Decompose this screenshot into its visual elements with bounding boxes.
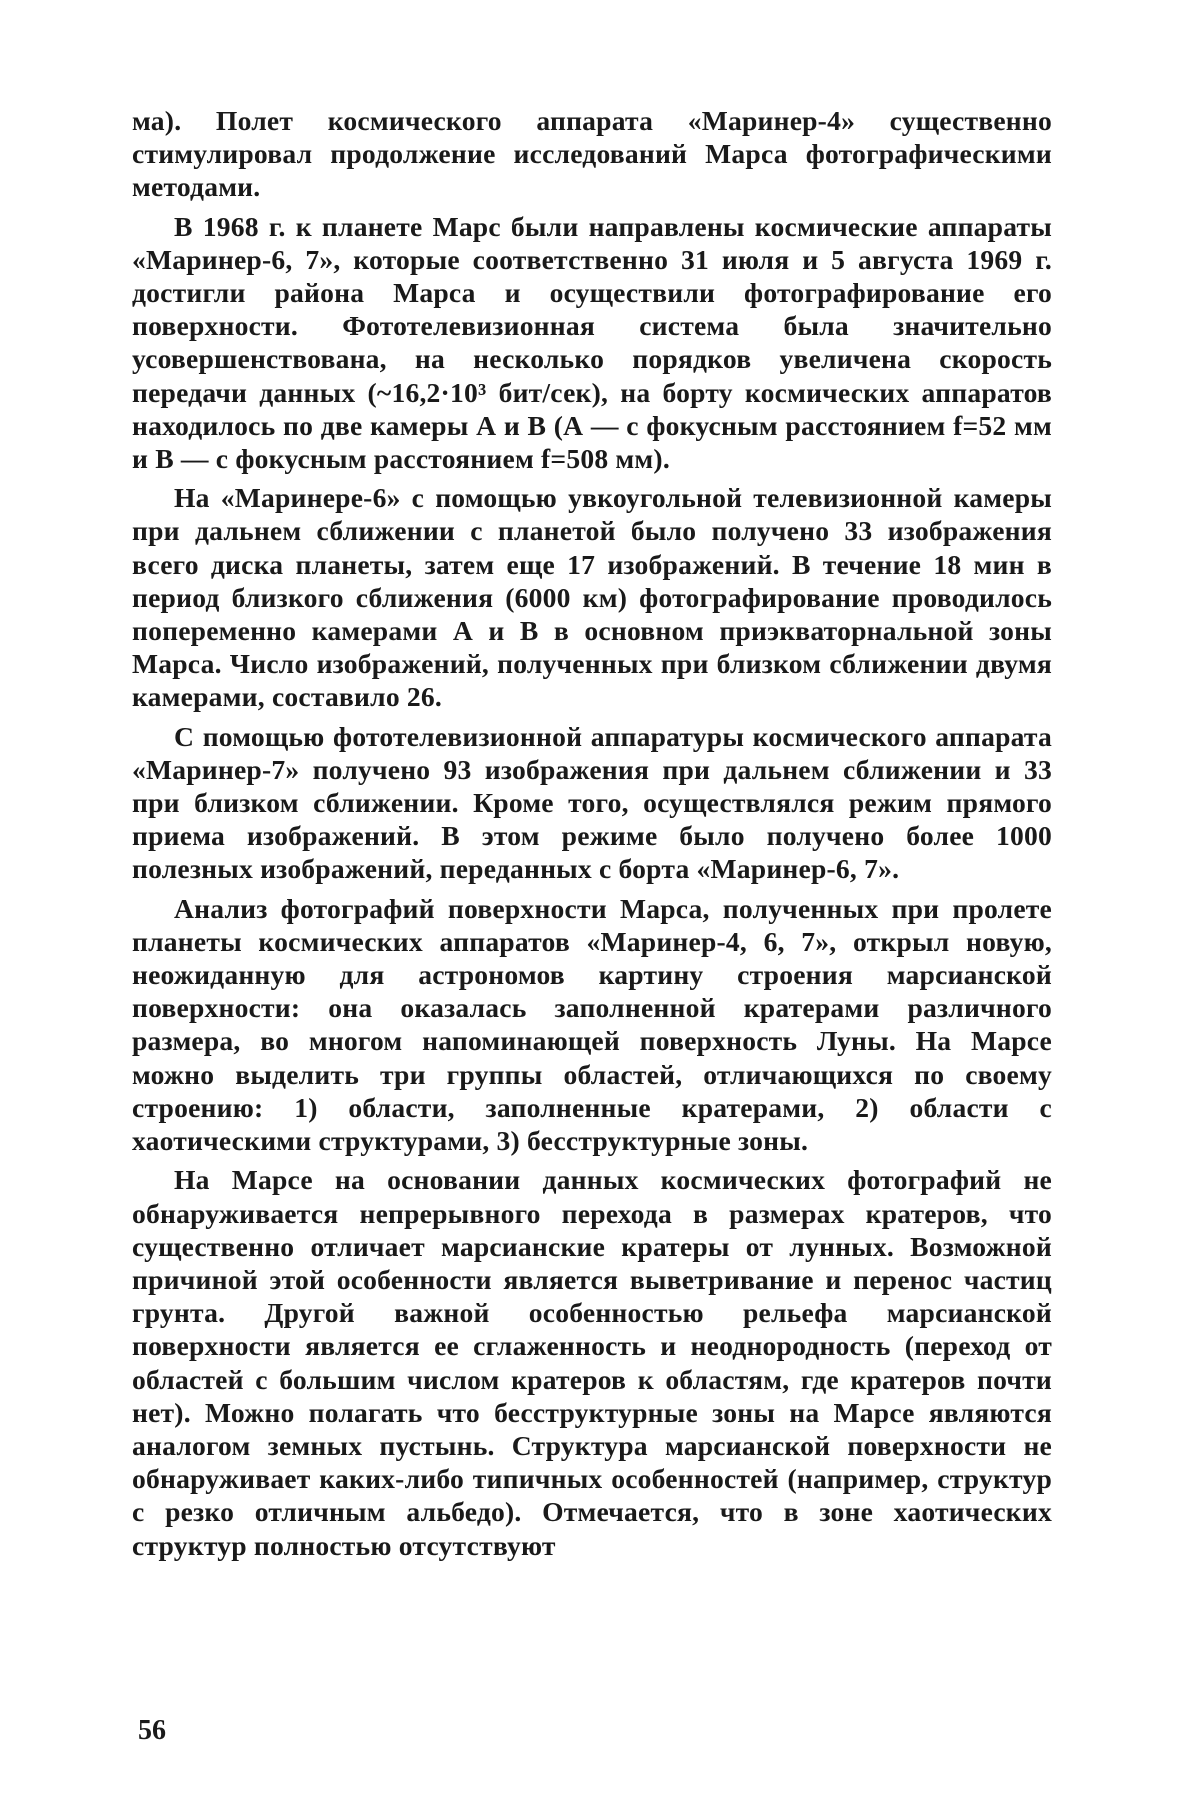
page-body: [132, 104, 1052, 1724]
paragraph-2: В 1968 г. к планете Марс были направлены космические аппараты «Маринер-6, 7», которые соответственно 31 июля и 5 августа 1969 г. достигли района Марса и осуществили фотографирование его поверхности. Фототелевизионная система была значительно усовершенствована, на несколько порядков увеличена скорость передачи данных (~16,2·10³ бит/сек), на борту космических аппаратов находилось по две камеры А и В (А — с фокусным расстоянием f=52 мм и В — с фокусным расстоянием f=508 мм).: [132, 210, 1052, 475]
paragraph-3: На «Маринере-6» с помощью увкоугольной телевизионной камеры при дальнем сближении с планетой было получено 33 изображения всего диска планеты, затем еще 17 изображений. В течение 18 мин в период близкого сближения (6000 км) фотографирование проводилось попеременно камерами А и В в основном приэкваторнальной зоны Марса. Число изображений, полученных при близком сближении двумя камерами, составило 26.: [132, 482, 1052, 713]
page-number: 56: [138, 1715, 166, 1746]
paragraph-4: С помощью фототелевизионной аппаратуры космического аппарата «Маринер-7» получено 93 изображения при дальнем сближении и 33 при близком сближении. Кроме того, осуществлялся режим прямого приема изображений. В этом режиме было получено более 1000 полезных изображений, переданных с борта «Маринер-6, 7».: [132, 720, 1052, 885]
paragraph-6: На Марсе на основании данных космических фотографий не обнаруживается непрерывного перехода в размерах кратеров, что существенно отличает марсианские кратеры от лунных. Возможной причиной этой особенности является выветривание и перенос частиц грунта. Другой важной особенностью рельефа марсианской поверхности является ее сглаженность и неоднородность (переход от областей с большим числом кратеров к областям, где кратеров почти нет). Можно полагать что бесструктурные зоны на Марсе являются аналогом земных пустынь. Структура марсианской поверхности не обнаруживает каких-либо типичных особенностей (например, структур с резко отличным альбедо). Отмечается, что в зоне хаотических структур полностью отсутствуют: [132, 1164, 1052, 1561]
paragraph-5: Анализ фотографий поверхности Марса, полученных при пролете планеты космических аппаратов «Маринер-4, 6, 7», открыл новую, неожиданную для астрономов картину строения марсианской поверхности: она оказалась заполненной кратерами различного размера, во многом напоминающей поверхность Луны. На Марсе можно выделить три группы областей, отличающихся по своему строению: 1) области, заполненные кратерами, 2) области с хаотическими структурами, 3) бесструктурные зоны.: [132, 892, 1052, 1157]
paragraph-1: ма). Полет космического аппарата «Маринер-4» существенно стимулировал продолжение исследований Марса фотографическими методами.: [132, 105, 1052, 203]
